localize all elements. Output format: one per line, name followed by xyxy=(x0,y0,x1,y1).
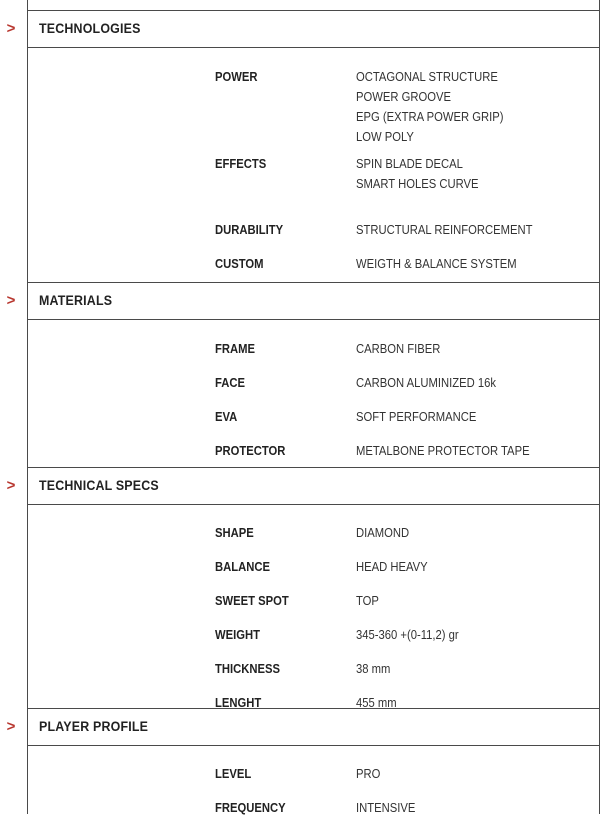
spec-value: SOFT PERFORMANCE xyxy=(356,410,477,424)
spec-key: CUSTOM xyxy=(215,257,264,271)
spec-value: STRUCTURAL REINFORCEMENT xyxy=(356,223,533,237)
spec-value: CARBON FIBER xyxy=(356,342,441,356)
expand-arrow-icon[interactable]: > xyxy=(6,20,16,37)
section-header[interactable] xyxy=(6,10,599,48)
spec-key: THICKNESS xyxy=(215,662,281,676)
spec-value: POWER GROOVE xyxy=(356,90,452,104)
spec-value: 38 mm xyxy=(356,662,391,676)
spec-key: FREQUENCY xyxy=(215,801,286,815)
spec-key: BALANCE xyxy=(215,560,270,574)
section-technical-specs xyxy=(6,467,599,710)
spec-value: TOP xyxy=(356,594,379,608)
spec-key: FACE xyxy=(215,376,246,390)
spec-key: LEVEL xyxy=(215,767,252,781)
spec-key: FRAME xyxy=(215,342,256,356)
spec-value: SMART HOLES CURVE xyxy=(356,177,479,191)
spec-table xyxy=(6,0,600,815)
spec-value: WEIGTH & BALANCE SYSTEM xyxy=(356,257,517,271)
spec-value: CARBON ALUMINIZED 16k xyxy=(356,376,497,390)
spec-value: HEAD HEAVY xyxy=(356,560,428,574)
spec-value: 345-360 +(0-11,2) gr xyxy=(356,628,459,642)
spec-key: SHAPE xyxy=(215,526,254,540)
section-materials xyxy=(6,282,599,458)
spec-key: WEIGHT xyxy=(215,628,260,642)
section-title: TECHNICAL SPECS xyxy=(39,478,159,493)
spec-value: 455 mm xyxy=(356,696,397,710)
spec-value: DIAMOND xyxy=(356,526,410,540)
spec-value: SPIN BLADE DECAL xyxy=(356,157,463,171)
spec-value: LOW POLY xyxy=(356,130,414,144)
spec-key: DURABILITY xyxy=(215,223,284,237)
section-header[interactable] xyxy=(6,708,599,746)
section-player-profile xyxy=(6,708,599,815)
spec-value: PRO xyxy=(356,767,381,781)
expand-arrow-icon[interactable]: > xyxy=(6,718,16,735)
spec-value: OCTAGONAL STRUCTURE xyxy=(356,70,498,84)
spec-key: SWEET SPOT xyxy=(215,594,289,608)
spec-key: POWER xyxy=(215,70,258,84)
section-technologies xyxy=(6,10,599,271)
spec-value: INTENSIVE xyxy=(356,801,416,815)
section-header[interactable] xyxy=(6,467,599,505)
section-title: MATERIALS xyxy=(39,293,113,308)
section-header[interactable] xyxy=(6,282,599,320)
expand-arrow-icon[interactable]: > xyxy=(6,292,16,309)
spec-key: EFFECTS xyxy=(215,157,267,171)
spec-key: LENGHT xyxy=(215,696,262,710)
spec-key: EVA xyxy=(215,410,238,424)
expand-arrow-icon[interactable]: > xyxy=(6,477,16,494)
spec-value: METALBONE PROTECTOR TAPE xyxy=(356,444,530,458)
section-title: PLAYER PROFILE xyxy=(39,719,149,734)
spec-value: EPG (EXTRA POWER GRIP) xyxy=(356,110,504,124)
spec-key: PROTECTOR xyxy=(215,444,286,458)
section-title: TECHNOLOGIES xyxy=(39,21,141,36)
